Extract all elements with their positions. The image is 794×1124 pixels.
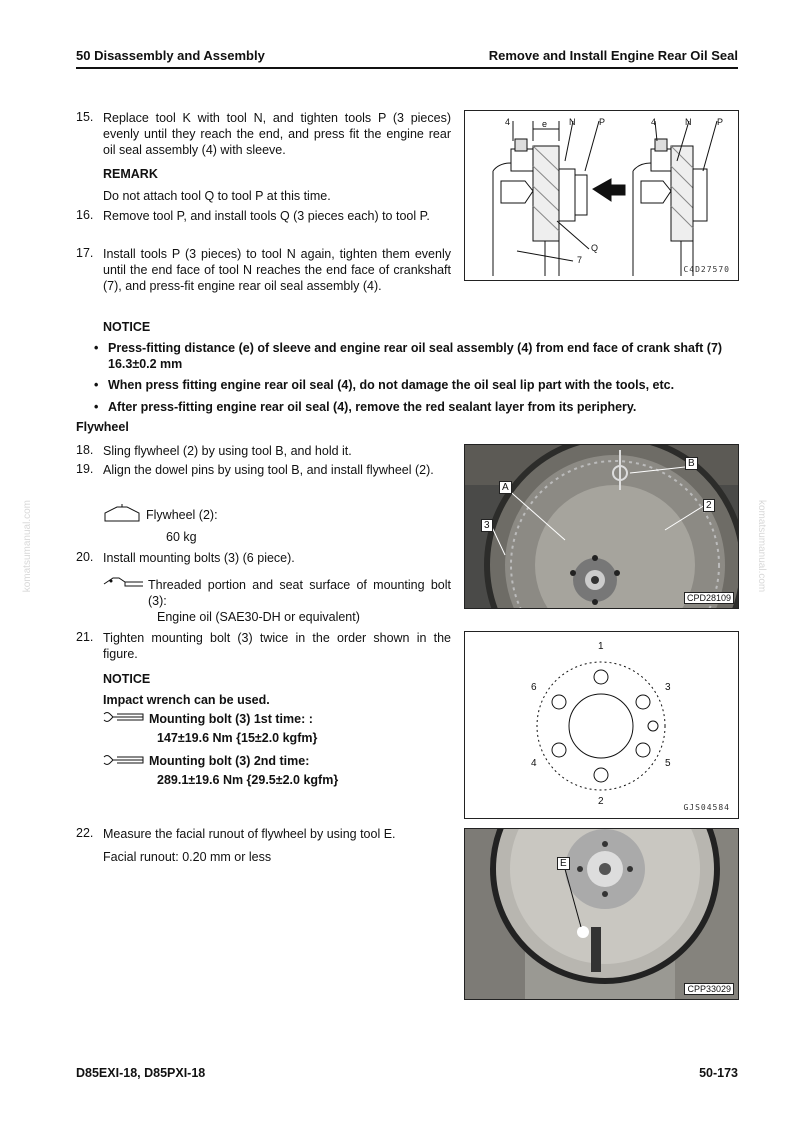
torque-2-value: 289.1±19.6 Nm {29.5±2.0 kgfm}: [157, 773, 339, 787]
footer-model: D85EXI-18, D85PXI-18: [76, 1066, 206, 1080]
torque-1-value: 147±19.6 Nm {15±2.0 kgfm}: [157, 731, 318, 745]
step-22-text: Measure the facial runout of flywheel by using tool E.: [103, 827, 396, 841]
weight-value: 60 kg: [166, 530, 197, 544]
figure-runout-measure-photo: [464, 828, 739, 1000]
figure-oil-seal-pressfit: [464, 110, 739, 281]
weight-label: Flywheel (2):: [146, 508, 218, 522]
figure-bolt-tightening-order: [464, 631, 739, 819]
fig1-label-n-a: N: [569, 117, 576, 127]
fig2-label-b: B: [685, 457, 698, 470]
weight-icon: [103, 503, 141, 523]
notice-1-item-3: • After press-fitting engine rear oil seal (4), remove the red sealant layer from its periphery.: [94, 400, 637, 414]
flywheel-heading: Flywheel: [76, 420, 129, 434]
fig1-label-n-b: N: [685, 117, 692, 127]
fig1-label-7: 7: [577, 255, 583, 265]
watermark-right: komatsumanual.com: [756, 500, 767, 593]
fig1-label-p-a: P: [599, 117, 606, 127]
step-18-text: Sling flywheel (2) by using tool B, and hold it.: [103, 444, 352, 458]
step-17-text: Install tools P (3 pieces) to tool N again, tighten them evenly until the end face of tool N reaches the end face of crankshaft (7), and press-fit engine rear oil seal assembly (4).: [103, 247, 451, 293]
remark-title: REMARK: [103, 167, 158, 181]
fig2-label-a: A: [499, 481, 512, 494]
fig1-label-q: Q: [591, 243, 599, 253]
impact-note: Impact wrench can be used.: [103, 693, 270, 707]
bolt-order-diagram: [465, 632, 738, 818]
fig4-label-e: E: [557, 857, 570, 870]
fig2-label-3: 3: [481, 519, 493, 532]
fig1-code: C4D27570: [683, 265, 730, 274]
header-divider: [76, 67, 738, 69]
figure-flywheel-install-photo: [464, 444, 739, 609]
fig4-code: CPP33029: [684, 983, 734, 995]
torque-wrench-icon-2: [103, 754, 145, 766]
step-20-number: 20.: [76, 550, 94, 564]
bolt-order-3: 3: [665, 682, 671, 693]
step-16-text: Remove tool P, and install tools Q (3 pieces each) to tool P.: [103, 209, 430, 223]
bolt-order-1: 1: [598, 641, 604, 652]
step-21-number: 21.: [76, 630, 94, 644]
fig1-label-4a: 4: [505, 117, 511, 127]
oil-seal-diagram: [465, 111, 738, 280]
lube-value: Engine oil (SAE30-DH or equivalent): [157, 610, 360, 624]
bolt-order-6: 6: [531, 682, 537, 693]
fig1-label-e: e: [542, 119, 548, 129]
lube-label: Threaded portion and seat surface of mounting bolt (3):: [148, 578, 451, 608]
step-20-text: Install mounting bolts (3) (6 piece).: [103, 551, 295, 565]
step-15-number: 15.: [76, 110, 94, 124]
fig1-label-p-b: P: [717, 117, 724, 127]
torque-wrench-icon-1: [103, 711, 145, 723]
bolt-order-2: 2: [598, 796, 604, 807]
bolt-order-4: 4: [531, 758, 537, 769]
header-page-title: Remove and Install Engine Rear Oil Seal: [488, 48, 738, 63]
header-section-title: 50 Disassembly and Assembly: [76, 48, 265, 63]
notice-2-title: NOTICE: [103, 672, 151, 686]
torque-1-label: Mounting bolt (3) 1st time: :: [149, 712, 313, 726]
step-19-number: 19.: [76, 462, 94, 476]
fig1-label-4b: 4: [651, 117, 657, 127]
step-22-number: 22.: [76, 826, 94, 840]
notice-1-item-1: • Press-fitting distance (e) of sleeve and engine rear oil seal assembly (4) from end face of crank shaft (7) 16.3±0.2 mm: [94, 341, 723, 371]
step-16-number: 16.: [76, 208, 94, 222]
fig2-code: CPD28109: [684, 592, 734, 604]
step-21-text: Tighten mounting bolt (3) twice in the order shown in the figure.: [103, 631, 451, 661]
footer-page-number: 50-173: [699, 1066, 738, 1080]
step-15-text: Replace tool K with tool N, and tighten tools P (3 pieces) evenly until they reach the end, and press fit the engine rear oil seal assembly (4) with sleeve.: [103, 111, 451, 157]
notice-1-title: NOTICE: [103, 320, 151, 334]
fig3-code: GJS04584: [683, 803, 730, 812]
fig2-label-2: 2: [703, 499, 715, 512]
torque-2-label: Mounting bolt (3) 2nd time:: [149, 754, 310, 768]
remark-text: Do not attach tool Q to tool P at this time.: [103, 189, 331, 203]
step-19-text: Align the dowel pins by using tool B, and install flywheel (2).: [103, 463, 434, 477]
bolt-order-5: 5: [665, 758, 671, 769]
watermark-left: komatsumanual.com: [22, 500, 33, 593]
oil-can-icon: [103, 574, 147, 588]
step-18-number: 18.: [76, 443, 94, 457]
runout-photo: [465, 829, 738, 999]
step-17-number: 17.: [76, 246, 94, 260]
notice-1-item-2: • When press fitting engine rear oil seal (4), do not damage the oil seal lip part with the tools, etc.: [94, 378, 675, 392]
runout-spec: Facial runout: 0.20 mm or less: [103, 850, 272, 864]
